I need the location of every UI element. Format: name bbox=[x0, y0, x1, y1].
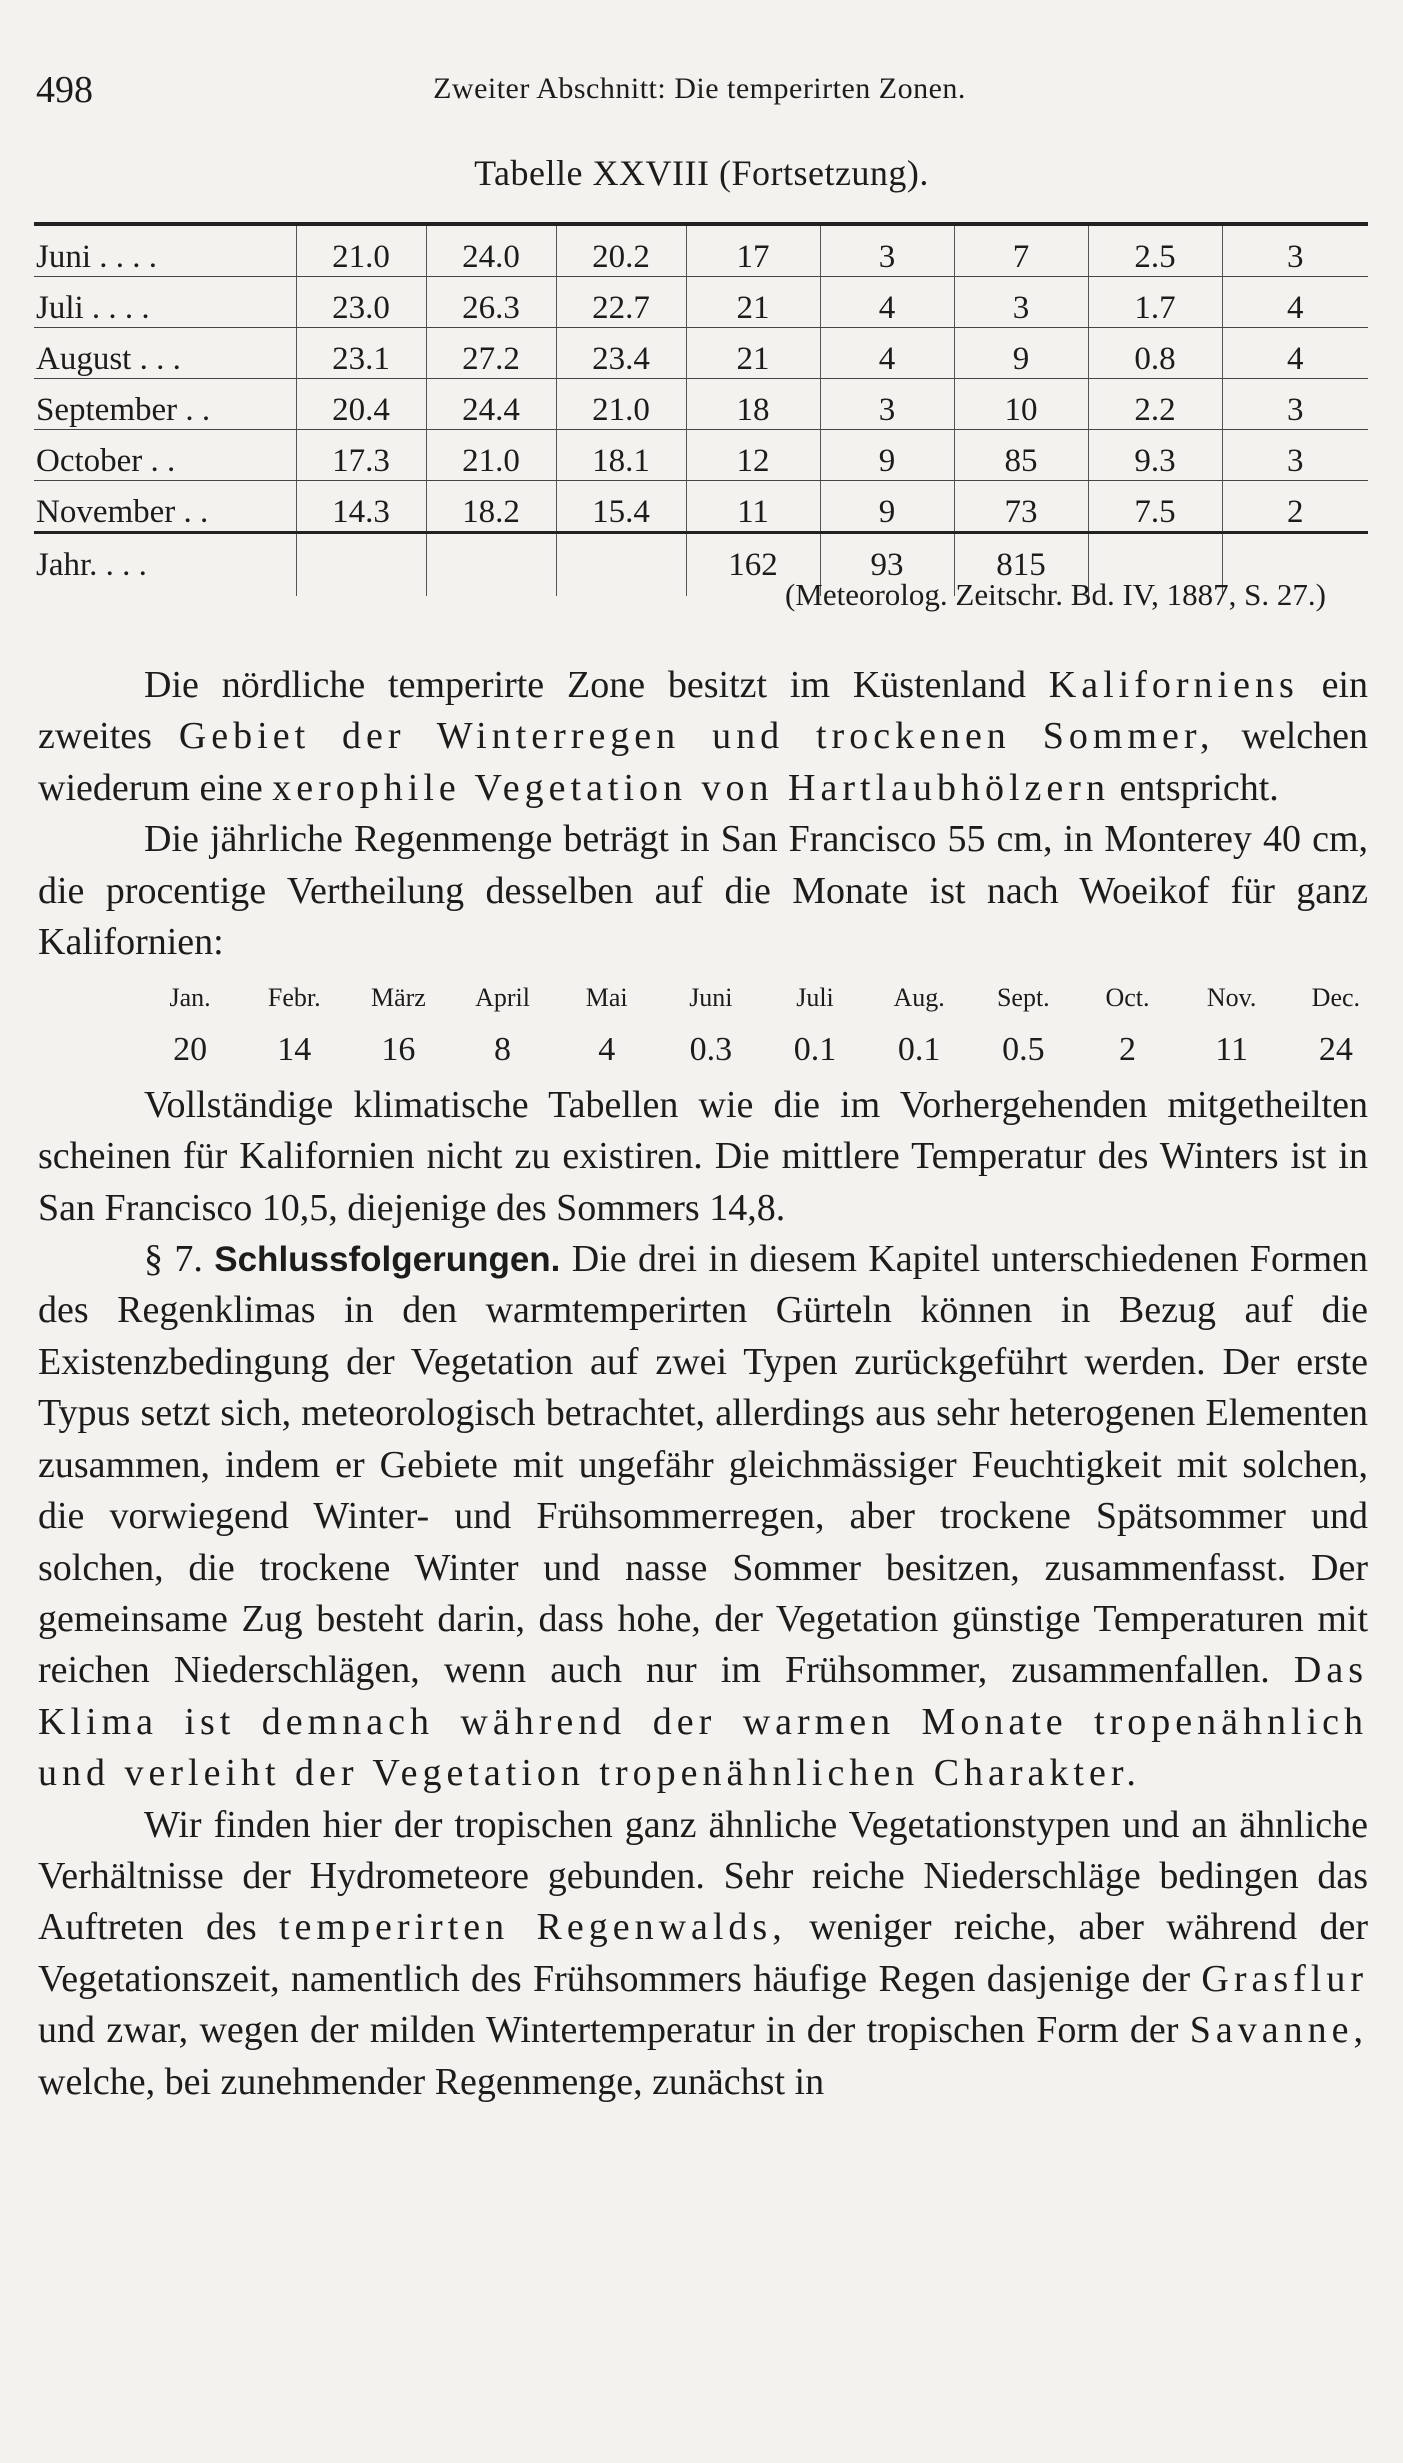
table-cell: 10 bbox=[954, 379, 1088, 430]
table-cell: 9 bbox=[820, 481, 954, 533]
text-run: welchen wiederum eine bbox=[38, 715, 1368, 809]
table-cell: 24.0 bbox=[426, 224, 556, 277]
table-cell: 21.0 bbox=[426, 430, 556, 481]
table-cell: 27.2 bbox=[426, 328, 556, 379]
month-names-row bbox=[138, 972, 1388, 1023]
running-head bbox=[36, 68, 1363, 118]
month-name: Aug. bbox=[893, 983, 945, 1013]
emphasis-xerophile-vegetation: xerophile Vegetation von Hartlaubhölzern bbox=[272, 766, 1110, 809]
table-cell: 23.1 bbox=[296, 328, 426, 379]
emphasis-winterregen: Gebiet der Winterregen und trockenen Sommer, bbox=[178, 715, 1215, 758]
month-value: 16 bbox=[381, 1031, 416, 1069]
month-value: 24 bbox=[1318, 1031, 1353, 1069]
table-cell: 3 bbox=[1222, 430, 1368, 481]
table-cell: 20.4 bbox=[296, 379, 426, 430]
table-cell: 2 bbox=[1222, 481, 1368, 533]
month-name: Juni bbox=[689, 983, 733, 1013]
paragraph-kalifornien bbox=[38, 660, 1368, 814]
month-name: April bbox=[475, 983, 530, 1013]
text-run: und zwar, wegen der milden Wintertemperatur in der tropischen Form der bbox=[38, 2009, 1190, 2052]
text-run: ein zweites bbox=[38, 664, 1368, 758]
table-cell: 18.1 bbox=[556, 430, 686, 481]
month-cell: September . . bbox=[34, 379, 296, 430]
table-cell: 93 bbox=[820, 533, 954, 597]
table-cell: 85 bbox=[954, 430, 1088, 481]
table-cell: 21.0 bbox=[556, 379, 686, 430]
page-number: 498 bbox=[36, 69, 93, 111]
month-value: 0.1 bbox=[793, 1031, 837, 1069]
month-name: Nov. bbox=[1206, 983, 1257, 1013]
table-cell: 22.7 bbox=[556, 277, 686, 328]
table-cell: 9 bbox=[954, 328, 1088, 379]
section-title: Schlussfolgerungen. bbox=[214, 1240, 561, 1280]
paragraph-schlussfolgerungen bbox=[38, 1234, 1368, 1799]
table-cell: 2.2 bbox=[1088, 379, 1222, 430]
table-row bbox=[34, 379, 1368, 430]
month-cell: November . . bbox=[34, 481, 296, 533]
monthly-rain-table bbox=[138, 972, 1388, 1075]
month-value: 0.1 bbox=[897, 1031, 941, 1069]
table-cell: 4 bbox=[1222, 277, 1368, 328]
table-cell: 2.5 bbox=[1088, 224, 1222, 277]
table-row bbox=[34, 430, 1368, 481]
table-source: (Meteorolog. Zeitschr. Bd. IV, 1887, S. 27.) bbox=[784, 577, 1326, 612]
table-cell: 24.4 bbox=[426, 379, 556, 430]
table-cell: 7.5 bbox=[1088, 481, 1222, 533]
month-value: 20 bbox=[173, 1031, 208, 1069]
emphasis-grasflur: Grasflur bbox=[1201, 1957, 1368, 2000]
month-name: März bbox=[370, 983, 426, 1013]
table-cell: 23.4 bbox=[556, 328, 686, 379]
table-row bbox=[34, 328, 1368, 379]
section-number: § 7. bbox=[144, 1238, 203, 1281]
table-cell: 15.4 bbox=[556, 481, 686, 533]
text-run: Wir finden hier der tropischen ganz ähnliche Vegetationstypen und an ähnliche Verhältnisse der Hydrometeore gebunden. Sehr reiche Niederschläge bedingen das Auftreten des bbox=[38, 1803, 1368, 1949]
table-cell: 3 bbox=[1222, 379, 1368, 430]
table-cell: 21 bbox=[686, 277, 820, 328]
emphasis-kaliforniens: Kaliforniens bbox=[1048, 664, 1299, 706]
month-cell: Juni . . . . bbox=[34, 224, 296, 277]
table-cell: 21 bbox=[686, 328, 820, 379]
table-cell: 73 bbox=[954, 481, 1088, 533]
month-value: 0.3 bbox=[689, 1031, 733, 1069]
month-name: Dec. bbox=[1311, 983, 1361, 1013]
table-cell: 4 bbox=[1222, 328, 1368, 379]
table-cell: 12 bbox=[686, 430, 820, 481]
month-cell: Jahr. . . . bbox=[34, 533, 296, 597]
month-value: 11 bbox=[1215, 1031, 1249, 1069]
emphasis-klima: Das Klima ist demnach während der warmen Monate tropenähnlich und verleiht der Vegetation tropenähnlichen Charakter. bbox=[38, 1649, 1368, 1795]
paragraph-vegetationstypen bbox=[38, 1800, 1368, 2108]
table-cell: 7 bbox=[954, 224, 1088, 277]
table-cell: 14.3 bbox=[296, 481, 426, 533]
month-value: 4 bbox=[598, 1031, 616, 1069]
table-cell: 3 bbox=[954, 277, 1088, 328]
table-row bbox=[34, 277, 1368, 328]
table-cell: 26.3 bbox=[426, 277, 556, 328]
table-cell: 0.8 bbox=[1088, 328, 1222, 379]
table-cell: 3 bbox=[1222, 224, 1368, 277]
table-cell: 20.2 bbox=[556, 224, 686, 277]
month-value: 0.5 bbox=[1002, 1031, 1045, 1069]
month-value: 2 bbox=[1118, 1031, 1136, 1069]
text-run: Die nördliche temperirte Zone besitzt im Küstenland bbox=[144, 664, 1049, 706]
body-text bbox=[38, 660, 1368, 2108]
table-caption: Tabelle XXVIII (Fortsetzung). bbox=[474, 153, 929, 193]
month-name: Oct. bbox=[1105, 983, 1150, 1013]
table-cell: 18 bbox=[686, 379, 820, 430]
table-row bbox=[34, 224, 1368, 277]
month-cell: October . . bbox=[34, 430, 296, 481]
text-run: Die drei in diesem Kapitel unterschiedenen Formen des Regenklimas in den warmtemperirten Gürteln können in Bezug auf die Existenzbedingung der Vegetation auf zwei Typen zurückgeführt werden. Der erste Typus setzt sich, meteorologisch betrachtet, allerdings aus sehr heterogenen Elementen zusammen, indem er Gebiete mit ungefähr gleichmässiger Feuchtigkeit mit solchen, die vorwiegend Winter- und Frühsommerregen, aber trockene Spätsommer und solchen, die trockene Winter und nasse Sommer besitzen, zusammenfasst. Der gemeinsame Zug besteht darin, dass hohe, der Vegetation günstige Temperaturen mit reichen Niederschlägen, wenn auch nur im Frühsommer, zusammenfallen. bbox=[38, 1238, 1369, 1692]
month-cell: Juli . . . . bbox=[34, 277, 296, 328]
table-cell: 17.3 bbox=[296, 430, 426, 481]
emphasis-regenwald: temperirten Regenwalds, bbox=[278, 1906, 787, 1949]
table-cell: 23.0 bbox=[296, 277, 426, 328]
text-run: welche, bei zunehmender Regenmenge, zunächst in bbox=[38, 2060, 825, 2103]
table-cell: 18.2 bbox=[426, 481, 556, 533]
table-cell: 9.3 bbox=[1088, 430, 1222, 481]
table-cell: 11 bbox=[686, 481, 820, 533]
emphasis-savanne: Savanne, bbox=[1189, 2009, 1368, 2052]
table-row bbox=[34, 481, 1368, 533]
table-cell: 9 bbox=[820, 430, 954, 481]
table-cell: 1.7 bbox=[1088, 277, 1222, 328]
month-name: Mai bbox=[585, 983, 628, 1013]
table-cell: 21.0 bbox=[296, 224, 426, 277]
month-name: Sept. bbox=[996, 983, 1050, 1013]
paragraph-tabellen: Vollständige klimatische Tabellen wie die im Vorhergehenden mitgetheilten scheinen für Kalifornien nicht zu existiren. Die mittlere Temperatur des Winters ist in San Francisco 10,5, diejenige des Sommers 14,8. bbox=[38, 1083, 1368, 1229]
table-cell: 4 bbox=[820, 277, 954, 328]
month-value: 8 bbox=[494, 1031, 512, 1069]
table-cell: 4 bbox=[820, 328, 954, 379]
month-values-row bbox=[138, 1024, 1388, 1076]
table-cell: 815 bbox=[954, 533, 1088, 597]
month-cell: August . . . bbox=[34, 328, 296, 379]
month-name: Jan. bbox=[169, 983, 211, 1013]
text-run: entspricht. bbox=[1109, 766, 1279, 809]
table-cell: 3 bbox=[820, 379, 954, 430]
month-name: Juli bbox=[796, 983, 834, 1013]
table-cell: 162 bbox=[686, 533, 820, 597]
month-value: 14 bbox=[277, 1031, 312, 1069]
climate-table bbox=[34, 222, 1368, 596]
month-name: Febr. bbox=[267, 983, 321, 1013]
text-run: weniger reiche, aber während der Vegetationszeit, namentlich des Frühsommers häufige Regen dasjenige der bbox=[38, 1906, 1368, 2000]
table-cell: 17 bbox=[686, 224, 820, 277]
paragraph-regenmenge: Die jährliche Regenmenge beträgt in San Francisco 55 cm, in Monterey 40 cm, die procentige Vertheilung desselben auf die Monate ist nach Woeikof für ganz Kalifornien: bbox=[38, 818, 1368, 964]
table-cell: 3 bbox=[820, 224, 954, 277]
running-title: Zweiter Abschnitt: Die temperirten Zonen. bbox=[433, 72, 966, 105]
